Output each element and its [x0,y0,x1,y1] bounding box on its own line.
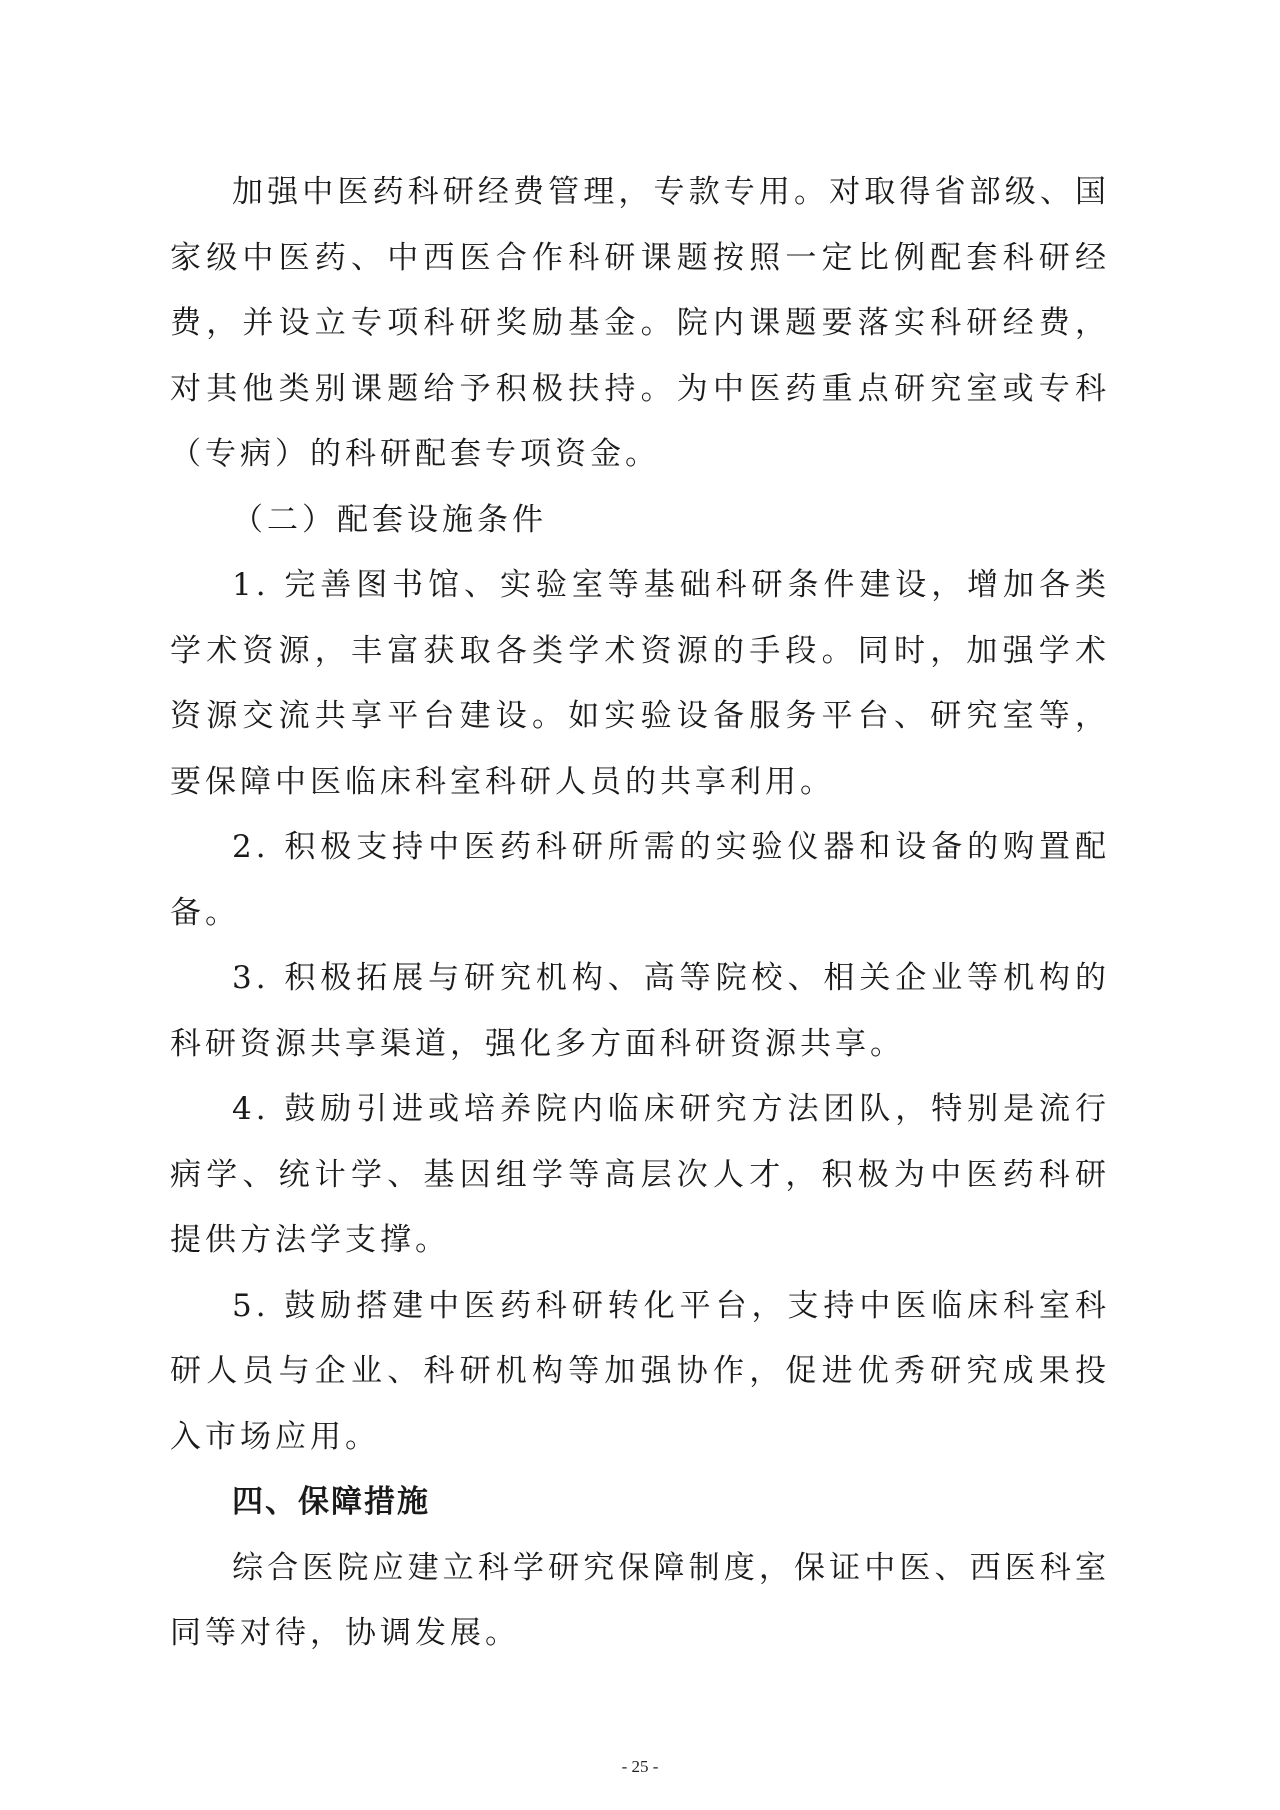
list-item: 4. 鼓励引进或培养院内临床研究方法团队，特别是流行病学、统计学、基因组学等高层次人才，积极为中医药科研提供方法学支撑。 [170,1091,1110,1258]
closing-paragraph: 综合医院应建立科学研究保障制度，保证中医、西医科室同等对待，协调发展。 [170,1549,1110,1651]
list-item: 2. 积极支持中医药科研所需的实验仪器和设备的购置配备。 [170,829,1110,931]
section-heading: 四、保障措施 [232,1484,430,1520]
list-item: 5. 鼓励搭建中医药科研转化平台，支持中医临床科室科研人员与企业、科研机构等加强协作，促进优秀研究成果投入市场应用。 [170,1287,1110,1455]
list-item: 3. 积极拓展与研究机构、高等院校、相关企业等机构的科研资源共享渠道，强化多方面科研资源共享。 [170,960,1110,1062]
funding-paragraph: 加强中医药科研经费管理，专款专用。对取得省部级、国家级中医药、中西医合作科研课题按照一定比例配套科研经费，并设立专项科研奖励基金。院内课题要落实科研经费，对其他类别课题给予积极扶持。为中医药重点研究室或专科（专病）的科研配套专项资金。 [170,174,1110,472]
subsection-heading: （二）配套设施条件 [232,501,547,538]
list-item: 1. 完善图书馆、实验室等基础科研条件建设，增加各类学术资源，丰富获取各类学术资源的手段。同时，加强学术资源交流共享平台建设。如实验设备服务平台、研究室等，要保障中医临床科室科研人员的共享利用。 [170,567,1110,800]
document-page [170,160,1110,1667]
page-number: - 25 - [621,1757,659,1776]
